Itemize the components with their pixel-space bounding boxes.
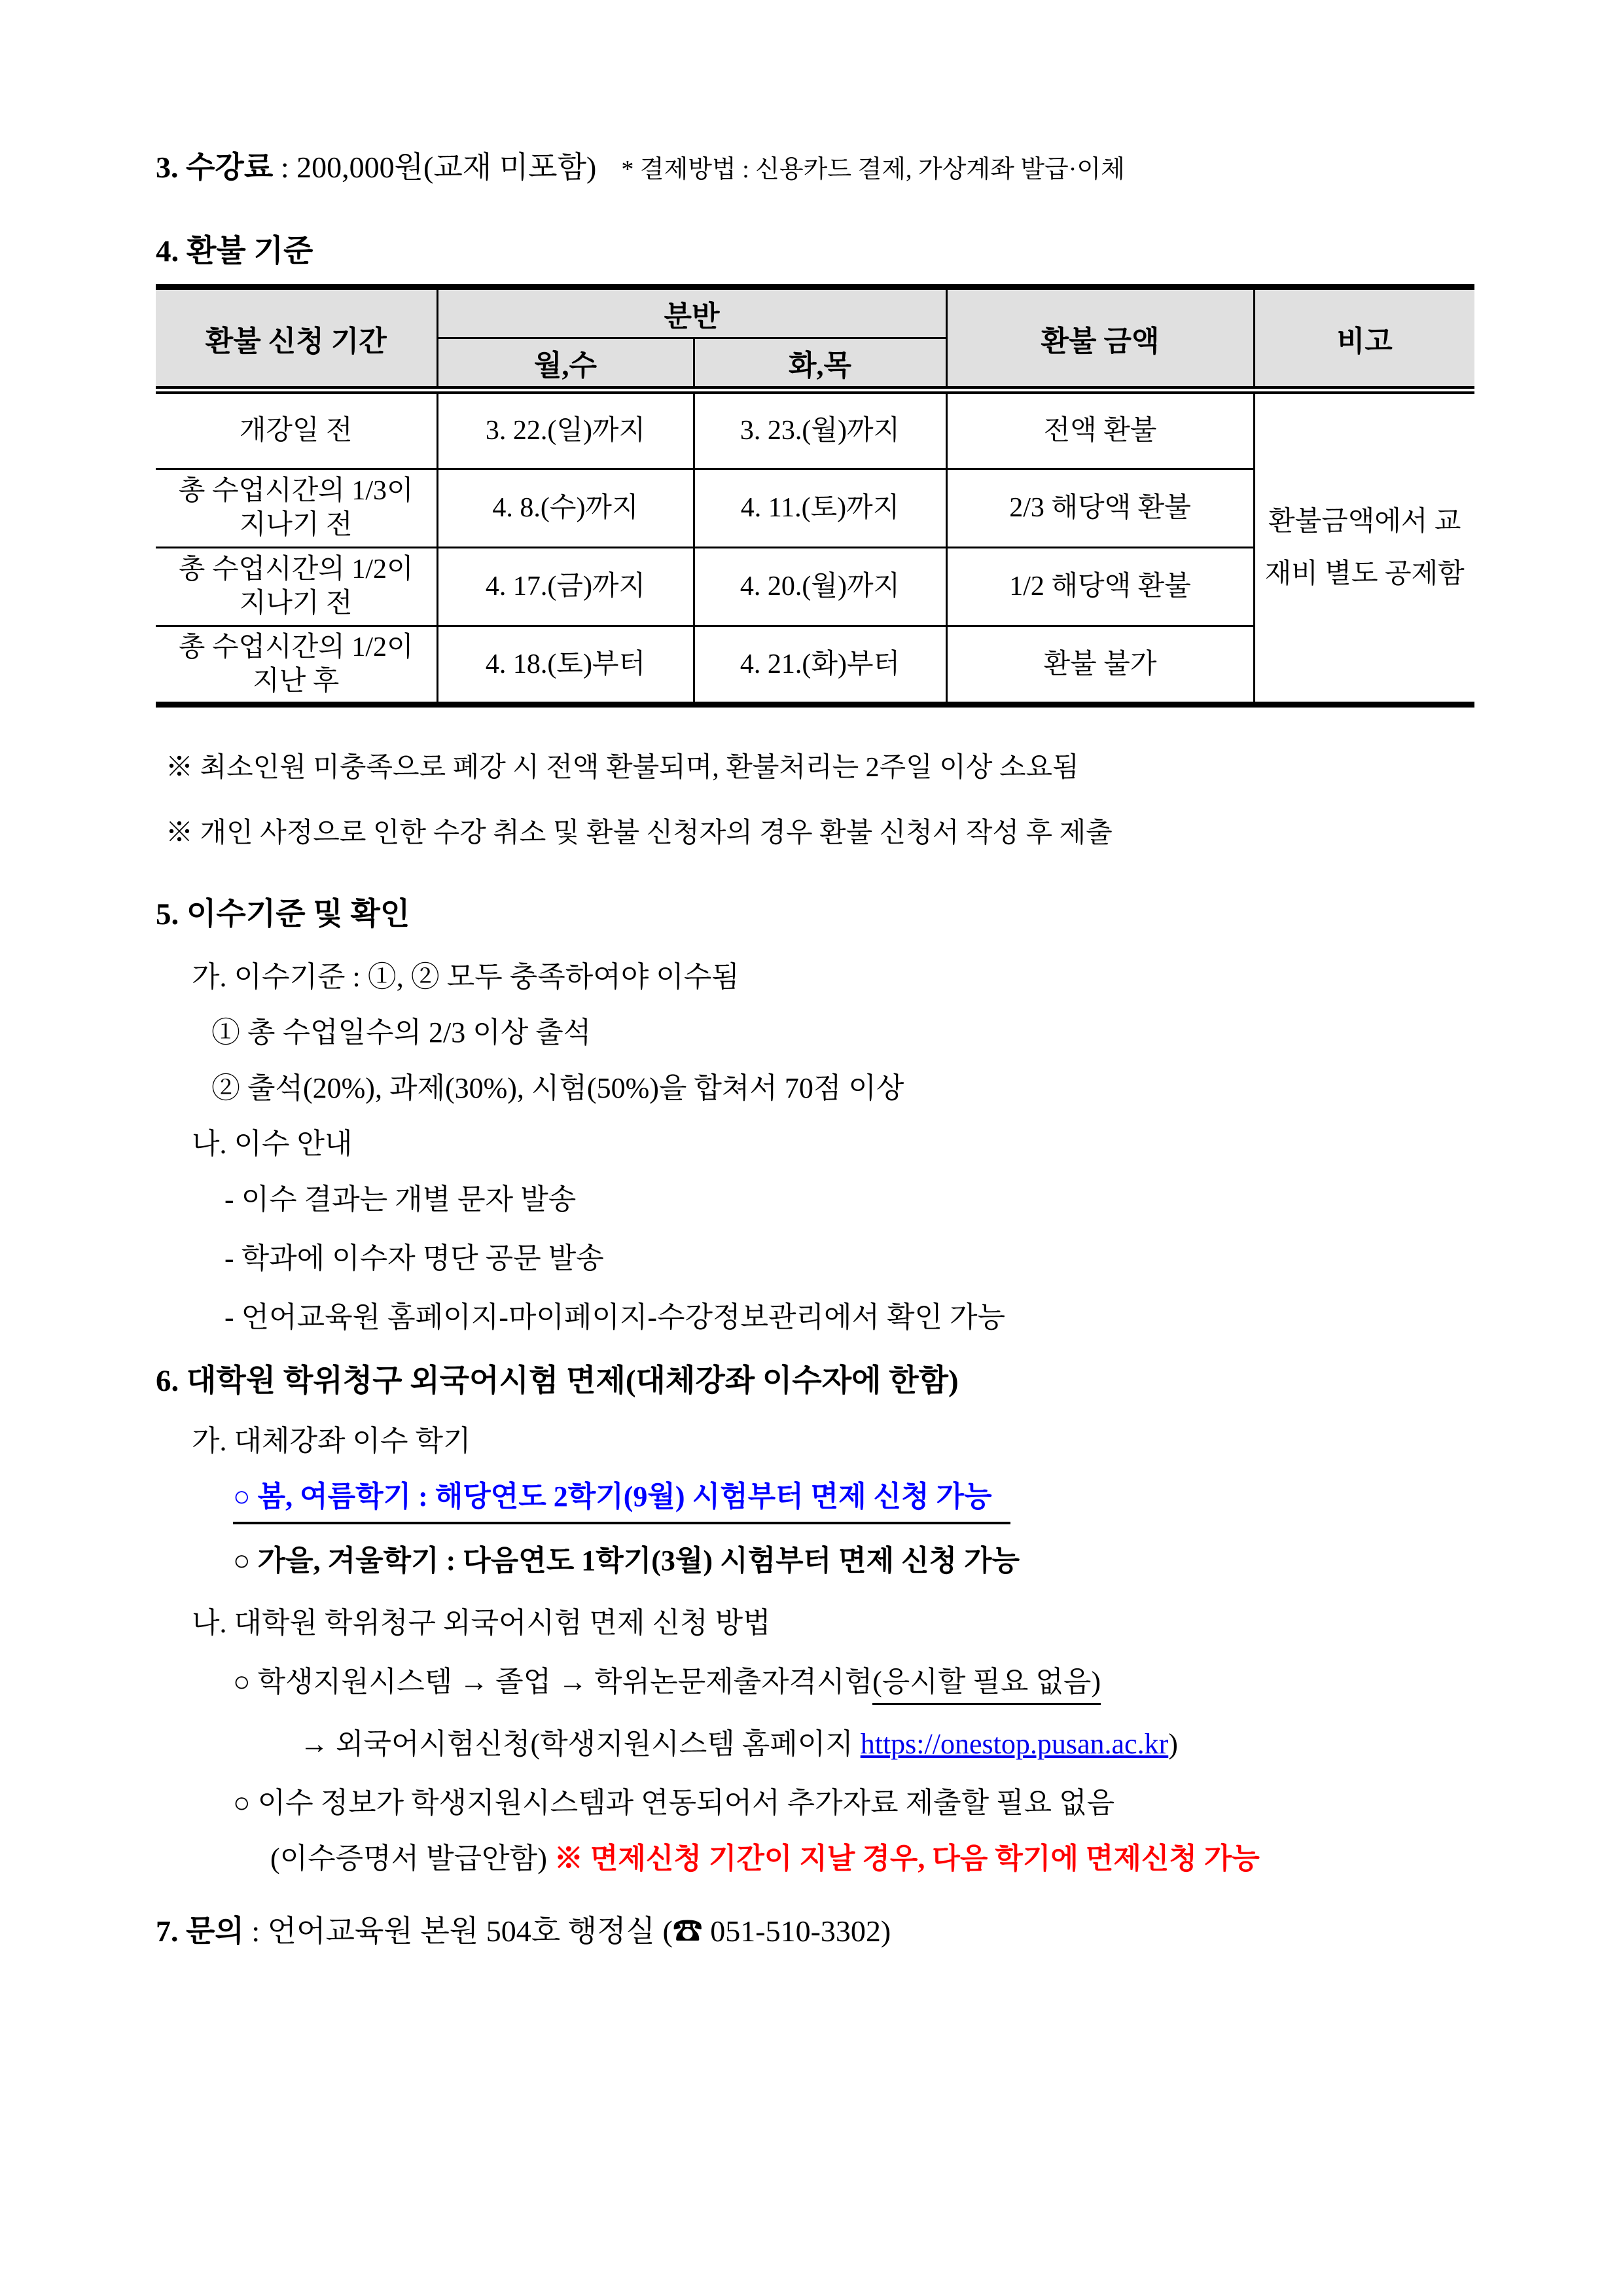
cell-tue-thu: 3. 23.(월)까지 <box>694 390 946 469</box>
cell-amount: 2/3 해당액 환불 <box>946 469 1254 547</box>
exemption-fall-line: ○ 가을, 겨울학기 : 다음연도 1학기(3월) 시험부터 면제 신청 가능 <box>233 1544 1020 1577</box>
cell-tue-thu: 4. 21.(화)부터 <box>694 626 946 704</box>
header-cell-mon-wed: 월,수 <box>437 338 694 391</box>
exemption-link-line <box>156 1725 1489 1764</box>
refund-heading: 4. 환불 기준 <box>156 234 313 268</box>
cell-period: 총 수업시간의 1/2이 지난 후 <box>156 626 437 704</box>
cell-amount: 전액 환불 <box>946 390 1254 469</box>
completion-item-2: ② 출석(20%), 과제(30%), 시험(50%)을 합쳐서 70점 이상 <box>211 1071 904 1104</box>
red-warning-text: ※ 면제신청 기간이 지날 경우, 다음 학기에 면제신청 가능 <box>554 1842 1260 1874</box>
completion-dash-item: - 학과에 이수자 명단 공문 발송 <box>224 1242 604 1274</box>
onestop-link[interactable]: https://onestop.pusan.ac.kr <box>860 1727 1169 1760</box>
contact-label: 7. 문의 <box>156 1914 244 1948</box>
cell-mon-wed: 4. 17.(금)까지 <box>437 547 694 626</box>
header-cell-amount: 환불 금액 <box>946 287 1254 391</box>
cell-period: 총 수업시간의 1/2이 지나기 전 <box>156 547 437 626</box>
completion-item-na: 나. 이수 안내 <box>192 1127 353 1160</box>
fee-line <box>156 147 1489 190</box>
cell-period: 총 수업시간의 1/3이 지나기 전 <box>156 469 437 547</box>
refund-table-row <box>156 390 1474 469</box>
exemption-cert-line <box>156 1839 1489 1878</box>
fee-label: 3. 수강료 <box>156 151 274 184</box>
cell-amount: 환불 불가 <box>946 626 1254 704</box>
exemption-heading: 6. 대학원 학위청구 외국어시험 면제(대체강좌 이수자에 한함) <box>156 1363 959 1398</box>
exemption-method-line <box>156 1662 1489 1705</box>
cell-tue-thu: 4. 11.(토)까지 <box>694 469 946 547</box>
method-text: ○ 학생지원시스템 → 졸업 → 학위논문제출자격시험 <box>233 1665 873 1698</box>
cell-remark-merged: 환불금액에서 교재비 별도 공제함 <box>1254 390 1474 704</box>
refund-note-1: ※ 최소인원 미충족으로 폐강 시 전액 환불되며, 환불처리는 2주일 이상 소요됨 <box>166 752 1079 783</box>
cell-period: 개강일 전 <box>156 390 437 469</box>
cert-note-text: (이수증명서 발급안함) <box>270 1842 554 1874</box>
header-cell-period: 환불 신청 기간 <box>156 287 437 391</box>
refund-table <box>156 284 1474 708</box>
contact-line <box>156 1911 1489 1952</box>
exemption-item-na: 나. 대학원 학위청구 외국어시험 면제 신청 방법 <box>192 1606 771 1639</box>
cell-mon-wed: 4. 8.(수)까지 <box>437 469 694 547</box>
fee-payment-note: * 결제방법 : 신용카드 결제, 가상계좌 발급·이체 <box>621 156 1125 183</box>
completion-item-1: ① 총 수업일수의 2/3 이상 출석 <box>211 1016 592 1049</box>
completion-dash-item: - 언어교육원 홈페이지-마이페이지-수강정보관리에서 확인 가능 <box>224 1300 1006 1333</box>
contact-rest: : 언어교육원 본원 504호 행정실 (☎ 051-510-3302) <box>243 1914 891 1948</box>
exemption-info-line: ○ 이수 정보가 학생지원시스템과 연동되어서 추가자료 제출할 필요 없음 <box>233 1786 1115 1819</box>
cell-mon-wed: 3. 22.(일)까지 <box>437 390 694 469</box>
fee-value: : 200,000원(교재 미포함) <box>273 151 597 184</box>
exemption-spring-line <box>156 1477 1489 1524</box>
header-cell-tue-thu: 화,목 <box>694 338 946 391</box>
cell-tue-thu: 4. 20.(월)까지 <box>694 547 946 626</box>
method-underlined-text: (응시할 필요 없음) <box>872 1662 1101 1705</box>
cell-mon-wed: 4. 18.(토)부터 <box>437 626 694 704</box>
link-suffix-text: ) <box>1168 1727 1178 1760</box>
refund-note-2: ※ 개인 사정으로 인한 수강 취소 및 환불 신청자의 경우 환불 신청서 작성 후 제출 <box>166 817 1113 848</box>
completion-dash-item: - 이수 결과는 개별 문자 발송 <box>224 1183 577 1215</box>
exemption-item-ga: 가. 대체강좌 이수 학기 <box>192 1424 471 1457</box>
link-prefix-text: → 외국어시험신청(학생지원시스템 홈페이지 <box>300 1727 861 1760</box>
header-cell-group: 분반 <box>437 287 946 338</box>
completion-item-ga: 가. 이수기준 : ①, ② 모두 충족하여야 이수됨 <box>192 960 740 993</box>
refund-table-header-row-1 <box>156 287 1474 338</box>
completion-heading: 5. 이수기준 및 확인 <box>156 897 410 931</box>
header-cell-remark: 비고 <box>1254 287 1474 391</box>
spring-highlight-text: ○ 봄, 여름학기 : 해당연도 2학기(9월) 시험부터 면제 신청 가능 <box>233 1477 1010 1524</box>
cell-amount: 1/2 해당액 환불 <box>946 547 1254 626</box>
